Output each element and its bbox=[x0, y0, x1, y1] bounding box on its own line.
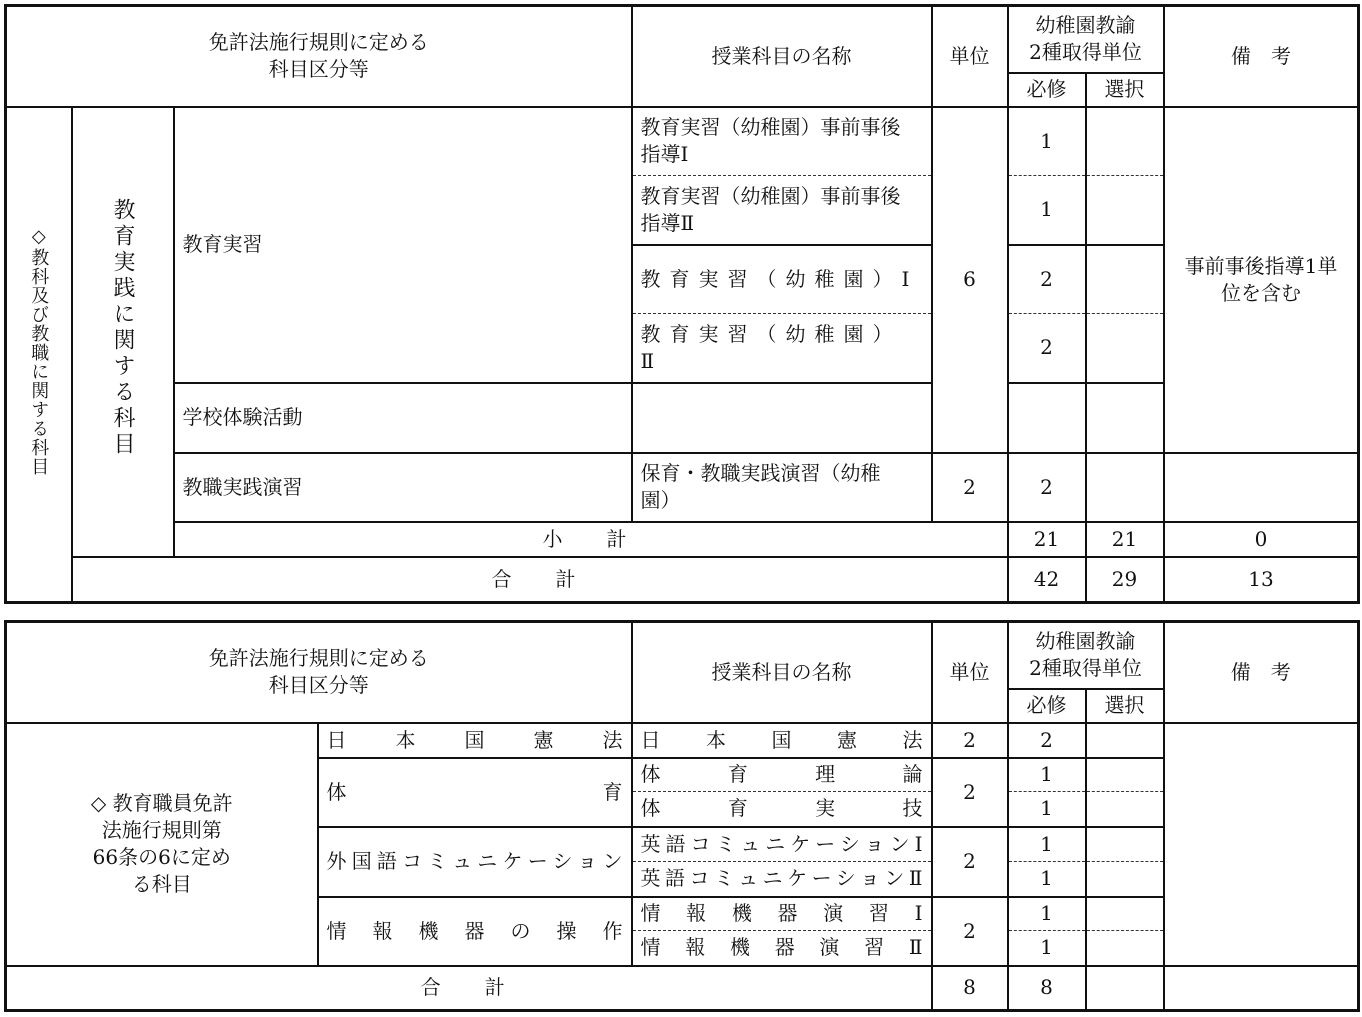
elective-cell bbox=[1086, 245, 1164, 314]
header-remarks: 備 考 bbox=[1164, 622, 1359, 723]
subject-name: 体育実技 bbox=[632, 792, 932, 827]
header-subject: 授業科目の名称 bbox=[632, 6, 932, 107]
subject-name: 情報機器演習Ⅱ bbox=[632, 931, 932, 966]
required-cell: 2 bbox=[1008, 245, 1086, 314]
required-cell: 1 bbox=[1008, 897, 1086, 931]
remarks-cell: 事前事後指導1単 位を含む bbox=[1164, 107, 1359, 453]
subtotal-label: 小 計 bbox=[174, 522, 1008, 557]
units-cell: 2 bbox=[932, 827, 1008, 897]
subject-name: 英語コミュニケーションⅡ bbox=[632, 862, 932, 897]
total-units: 8 bbox=[932, 966, 1008, 1011]
required-cell: 1 bbox=[1008, 758, 1086, 792]
category-cell: 教職実践演習 bbox=[174, 453, 632, 522]
required-cell: 2 bbox=[1008, 723, 1086, 758]
subject-name: 英語コミュニケーションⅠ bbox=[632, 827, 932, 862]
remarks-cell bbox=[1164, 723, 1359, 966]
total-required: 29 bbox=[1086, 557, 1164, 603]
category-cell: 学校体験活動 bbox=[174, 383, 632, 453]
header-remarks: 備 考 bbox=[1164, 6, 1359, 107]
header-kinder-credits: 幼稚園教諭 2種取得単位 bbox=[1008, 6, 1164, 73]
total-label: 合 計 bbox=[72, 557, 1008, 603]
remarks-cell bbox=[1164, 453, 1359, 522]
subject-name: 日本国憲法 bbox=[632, 723, 932, 758]
units-cell: 2 bbox=[932, 758, 1008, 827]
category-cell: 教育実習 bbox=[174, 107, 632, 383]
subject-name: 教育実習（幼稚園）Ⅰ bbox=[632, 245, 932, 314]
header-subject: 授業科目の名称 bbox=[632, 622, 932, 723]
elective-cell bbox=[1086, 758, 1164, 792]
units-cell: 2 bbox=[932, 723, 1008, 758]
required-cell: 2 bbox=[1008, 314, 1086, 383]
elective-cell bbox=[1086, 176, 1164, 245]
subject-name: 教育実習（幼稚園）事前事後 指導Ⅱ bbox=[632, 176, 932, 245]
required-cell: 1 bbox=[1008, 827, 1086, 862]
subject-name: 教育実習（幼稚園）Ⅱ bbox=[632, 314, 932, 383]
required-cell: 1 bbox=[1008, 792, 1086, 827]
header-elective: 選択 bbox=[1086, 689, 1164, 723]
header-required: 必修 bbox=[1008, 689, 1086, 723]
units-cell: 2 bbox=[932, 453, 1008, 522]
group-label: ◇ 教育職員免許 法施行規則第 66条の6に定め る科目 bbox=[6, 723, 318, 966]
required-cell: 1 bbox=[1008, 107, 1086, 176]
subtotal-elective: 0 bbox=[1164, 522, 1359, 557]
subject-name bbox=[632, 383, 932, 453]
total-elective bbox=[1086, 966, 1164, 1011]
units-cell: 6 bbox=[932, 107, 1008, 453]
header-units: 単位 bbox=[932, 622, 1008, 723]
elective-cell bbox=[1086, 931, 1164, 966]
total-elective: 13 bbox=[1164, 557, 1359, 603]
credit-table-practice bbox=[4, 4, 1360, 604]
units-cell: 2 bbox=[932, 897, 1008, 966]
required-cell: 2 bbox=[1008, 453, 1086, 522]
subtotal-required: 21 bbox=[1086, 522, 1164, 557]
elective-cell bbox=[1086, 314, 1164, 383]
elective-cell bbox=[1086, 827, 1164, 862]
elective-cell bbox=[1086, 792, 1164, 827]
elective-cell bbox=[1086, 723, 1164, 758]
subject-name: 体育理論 bbox=[632, 758, 932, 792]
elective-cell bbox=[1086, 453, 1164, 522]
header-units: 単位 bbox=[932, 6, 1008, 107]
required-cell: 1 bbox=[1008, 862, 1086, 897]
category-cell: 体育 bbox=[318, 758, 632, 827]
group-inner-label: 教育実践に関する科目 bbox=[72, 107, 174, 557]
subject-name: 保育・教職実践演習（幼稚 園） bbox=[632, 453, 932, 522]
total-required: 8 bbox=[1008, 966, 1086, 1011]
subject-name: 情報機器演習Ⅰ bbox=[632, 897, 932, 931]
header-required: 必修 bbox=[1008, 73, 1086, 107]
header-category: 免許法施行規則に定める 科目区分等 bbox=[6, 622, 632, 723]
remarks-cell bbox=[1164, 966, 1359, 1011]
total-units: 42 bbox=[1008, 557, 1086, 603]
subtotal-units: 21 bbox=[1008, 522, 1086, 557]
header-elective: 選択 bbox=[1086, 73, 1164, 107]
total-label: 合 計 bbox=[6, 966, 932, 1011]
group-outer-label: ◇教科及び教職に関する科目 bbox=[6, 107, 72, 603]
header-category: 免許法施行規則に定める 科目区分等 bbox=[6, 6, 632, 107]
required-cell bbox=[1008, 383, 1086, 453]
credit-table-statutory bbox=[4, 620, 1360, 1012]
elective-cell bbox=[1086, 383, 1164, 453]
required-cell: 1 bbox=[1008, 931, 1086, 966]
category-cell: 情報機器の操作 bbox=[318, 897, 632, 966]
elective-cell bbox=[1086, 862, 1164, 897]
category-cell: 日本国憲法 bbox=[318, 723, 632, 758]
elective-cell bbox=[1086, 107, 1164, 176]
required-cell: 1 bbox=[1008, 176, 1086, 245]
subject-name: 教育実習（幼稚園）事前事後 指導Ⅰ bbox=[632, 107, 932, 176]
header-kinder-credits: 幼稚園教諭 2種取得単位 bbox=[1008, 622, 1164, 689]
elective-cell bbox=[1086, 897, 1164, 931]
category-cell: 外国語コミュニケーション bbox=[318, 827, 632, 897]
